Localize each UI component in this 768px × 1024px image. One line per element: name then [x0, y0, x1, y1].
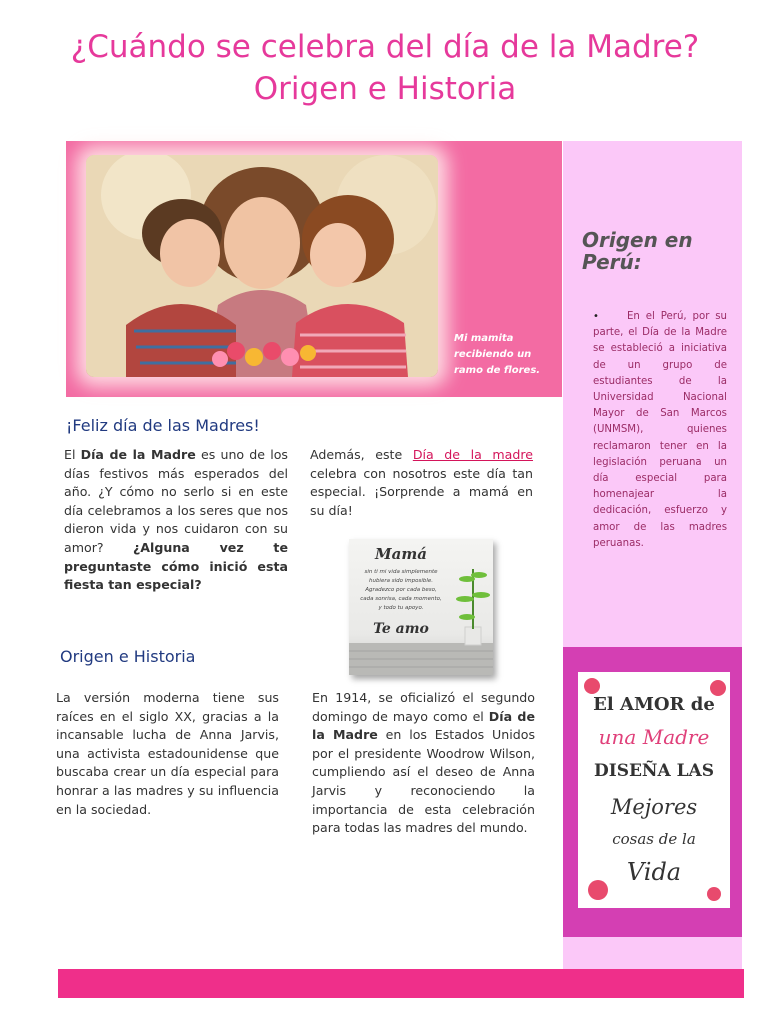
section2-col2-text: [312, 689, 535, 838]
sidebar-origin-peru: [563, 141, 742, 647]
bullet: •: [593, 311, 599, 322]
bold-text: Día de la Madre: [312, 708, 535, 743]
poster-line-3: DISEÑA LAS: [594, 761, 714, 781]
footer-bar: [58, 969, 744, 998]
poster-line-1: El AMOR de: [593, 694, 715, 715]
text-run: El: [64, 447, 81, 462]
section1-col1-text: [64, 446, 288, 595]
card-line-3: hubiera sido imposible.: [368, 578, 434, 584]
card-line-6: y todo tu apoyo.: [378, 605, 424, 611]
mother-children-photo: [86, 155, 438, 377]
photo-illustration: [86, 155, 438, 377]
hero-banner: [66, 141, 562, 397]
bold-text: Día de la Madre: [80, 447, 196, 462]
poster-line-2: una Madre: [598, 725, 710, 749]
sidebar-title: Origen en Perú:: [582, 228, 693, 274]
sidebar-list-item: [593, 309, 727, 552]
page-title: ¿Cuándo se celebra del día de la Madre? Origen e Historia: [70, 29, 700, 107]
sidebar-poster-panel: [563, 647, 742, 937]
poster-line-5: cosas de la: [612, 830, 696, 848]
card-line-7: Te amo: [373, 621, 429, 637]
card-line-5: cada sonrisa, cada momento,: [360, 596, 442, 602]
text-run: En 1914, se oficializó el segundo domingo de mayo como el: [312, 690, 535, 724]
text-run: celebra con nosotros este día tan especial. ¡Sorprende a mamá en su día!: [310, 465, 533, 518]
section2-col1-text: La versión moderna tiene sus raíces en el siglo XX, gracias a la incansable lucha de Anna Jarvis, una activista estadounidense que buscaba crear un día especial para honrar a las madres y su influencia en la sociedad.: [56, 690, 279, 817]
sidebar-text: En el Perú, por su parte, el Día de la Madre se estableció a iniciativa de un grupo de estudiantes de la Universidad Nacional Mayor de San Marcos (UNMSM), quienes reclamaron tener en la legislación peruana un día especial para homenajear la dedicación, esfuerzo y amor de las madres peruanas.: [593, 311, 727, 549]
card-line-4: Agradezco por cada beso,: [365, 587, 437, 593]
poster-artwork: [578, 672, 730, 908]
section-heading-feliz: ¡Feliz día de las Madres!: [66, 416, 260, 435]
text-run: es uno de los días festivos más esperados del año. ¿Y cómo no serlo si en este día celebramos a los seres que nos dieron vida y nos cuidaron con su amor?: [64, 447, 288, 555]
section1-col2-text: [310, 446, 533, 520]
text-run: en los Estados Unidos por el presidente Woodrow Wilson, cumpliendo así el deseo de Anna Jarvis y reconociendo la importancia de esta celebración para todas las madres del mundo.: [312, 727, 536, 836]
love-poster-image: [578, 672, 730, 908]
poster-line-4: Mejores: [610, 795, 698, 819]
text-run: Además, este: [310, 447, 413, 462]
photo-caption: Mi mamita recibiendo un ramo de flores.: [454, 333, 541, 376]
card-artwork: [349, 539, 493, 675]
poster-line-6: Vida: [626, 858, 682, 886]
card-line-2: sin ti mi vida simplemente: [364, 569, 438, 575]
sidebar-tail: [563, 937, 742, 969]
bold-question: ¿Alguna vez te preguntaste cómo inició esta fiesta tan especial?: [64, 539, 288, 593]
card-line-1: Mamá: [375, 545, 427, 563]
sidebar-list: [593, 309, 727, 552]
section-heading-origen-historia: Origen e Historia: [60, 647, 196, 666]
mama-te-amo-card: [349, 539, 493, 675]
dia-de-la-madre-link[interactable]: Día de la madre: [412, 447, 534, 462]
